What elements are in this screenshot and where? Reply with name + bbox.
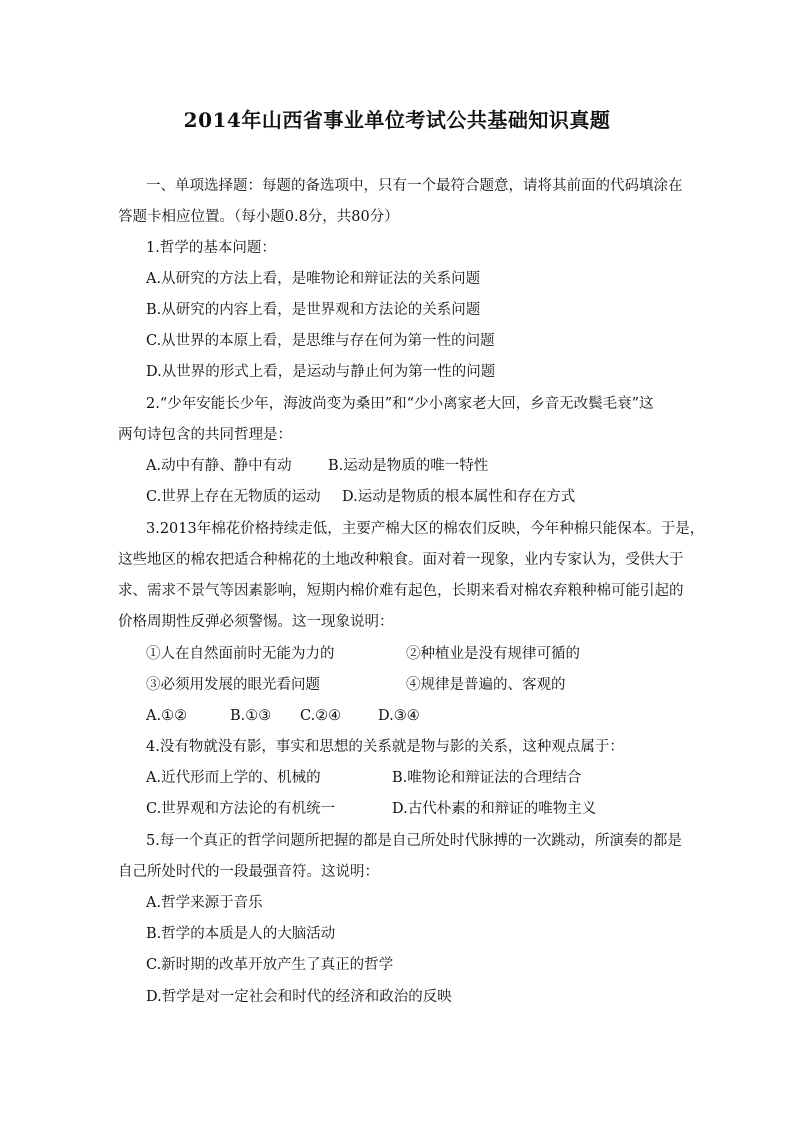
- question-2-option-a: A.动中有静、静中有动: [146, 458, 292, 474]
- question-2-option-b: B.运动是物质的唯一特性: [328, 458, 489, 474]
- question-5-option-a: A.哲学来源于音乐: [146, 895, 263, 911]
- question-1-option-d: D.从世界的形式上看，是运动与静止何为第一性的问题: [146, 364, 496, 380]
- section-instruction-line2: 答题卡相应位置。（每小题0.8分，共80分）: [118, 209, 399, 225]
- question-3-option-b: B.①③: [230, 708, 272, 724]
- section-instruction-line1: 一、单项选择题：每题的备选项中，只有一个最符合题意，请将其前面的代码填涂在: [146, 178, 683, 194]
- question-3-stem-line1: 3.2013年棉花价格持续走低，主要产棉大区的棉农们反映，今年种棉只能保本。于是，: [146, 521, 705, 537]
- question-3-statement-1: ①人在自然面前时无能为力的: [146, 646, 335, 662]
- question-3-option-c: C.②④: [300, 708, 342, 724]
- question-3-option-a: A.①②: [146, 708, 188, 724]
- question-5-stem-line1: 5.每一个真正的哲学问题所把握的都是自己所处时代脉搏的一次跳动，所演奏的都是: [146, 833, 682, 849]
- question-4-option-c: C.世界观和方法论的有机统一: [146, 801, 336, 817]
- question-1-stem: 1.哲学的基本问题：: [146, 240, 276, 256]
- question-3-statement-3: ③必须用发展的眼光看问题: [146, 677, 320, 693]
- question-4-stem: 4.没有物就没有影，事实和思想的关系就是物与影的关系，这种观点属于：: [146, 739, 624, 755]
- question-2-option-c: C.世界上存在无物质的运动: [146, 489, 321, 505]
- question-3-option-d: D.③④: [378, 708, 420, 724]
- question-2-stem-line1: 2.“少年安能长少年，海波尚变为桑田”和“少小离家老大回，乡音无改鬓毛衰”这: [146, 396, 654, 412]
- question-1-option-c: C.从世界的本原上看，是思维与存在何为第一性的问题: [146, 333, 495, 349]
- question-1-option-a: A.从研究的方法上看，是唯物论和辩证法的关系问题: [146, 271, 481, 287]
- question-2-option-d: D.运动是物质的根本属性和存在方式: [342, 489, 576, 505]
- question-3-stem-line4: 价格周期性反弹必须警惕。这一现象说明：: [118, 614, 394, 630]
- question-2-stem-line2: 两句诗包含的共同哲理是：: [118, 427, 292, 443]
- question-5-stem-line2: 自己所处时代的一段最强音符。这说明：: [118, 864, 379, 880]
- question-3-stem-line2: 这些地区的棉农把适合种棉花的土地改种粮食。面对着一现象，业内专家认为，受供大于: [118, 552, 684, 568]
- question-5-option-c: C.新时期的改革开放产生了真正的哲学: [146, 957, 394, 973]
- question-4-option-b: B.唯物论和辩证法的合理结合: [392, 770, 582, 786]
- question-4-option-d: D.古代朴素的和辩证的唯物主义: [392, 801, 597, 817]
- question-5-option-b: B.哲学的本质是人的大脑活动: [146, 926, 336, 942]
- question-3-statement-4: ④规律是普遍的、客观的: [406, 677, 566, 693]
- question-3-stem-line3: 求、需求不景气等因素影响，短期内棉价难有起色，长期来看对棉农弃粮种棉可能引起的: [118, 583, 684, 599]
- question-3-statement-2: ②种植业是没有规律可循的: [406, 646, 580, 662]
- question-4-option-a: A.近代形而上学的、机械的: [146, 770, 321, 786]
- question-5-option-d: D.哲学是对一定社会和时代的经济和政治的反映: [146, 989, 452, 1005]
- question-1-option-b: B.从研究的内容上看，是世界观和方法论的关系问题: [146, 302, 481, 318]
- page-title: 2014年山西省事业单位考试公共基础知识真题: [183, 108, 611, 132]
